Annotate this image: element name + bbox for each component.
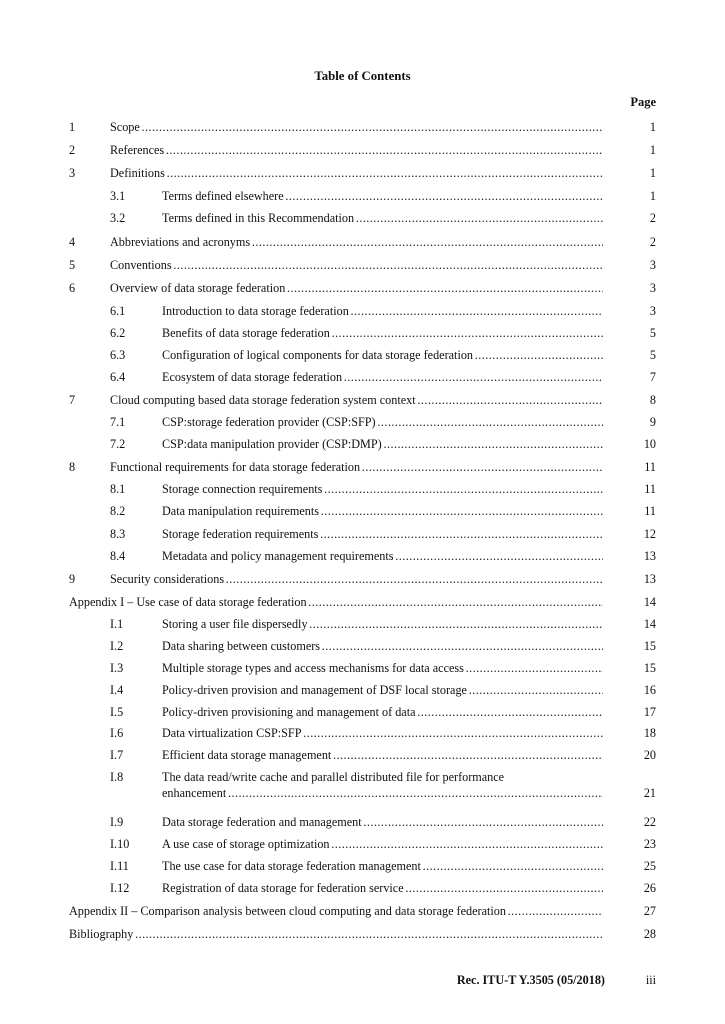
toc-entry-number: I.7 — [110, 748, 124, 762]
toc-entry-title: Scope . . . — [110, 119, 603, 135]
toc-entry-title: Multiple storage types and access mechanisms for data access . . . — [162, 660, 603, 676]
toc-entry-number: 6.1 — [110, 304, 126, 318]
toc-entry-page: 21 — [643, 786, 656, 800]
footer-page-number: iii — [645, 973, 656, 987]
toc-entry-number: 3 — [69, 166, 76, 180]
toc-entry-title: Introduction to data storage federation . . . — [162, 303, 603, 319]
toc-entry-number: 6.4 — [110, 370, 126, 384]
toc-entry-page: 14 — [643, 617, 656, 631]
toc-entry-page: 27 — [643, 904, 656, 918]
toc-entry-page: 3 — [649, 281, 656, 295]
toc-entry-number: I.8 — [110, 770, 124, 784]
toc-entry-number: I.4 — [110, 683, 124, 697]
toc-entry-page: 28 — [643, 927, 656, 941]
toc-entry-number: 6.3 — [110, 348, 126, 362]
toc-entry-page: 1 — [649, 166, 656, 180]
toc-title: Table of Contents — [314, 69, 411, 83]
toc-entry-page: 2 — [649, 211, 656, 225]
toc-entry-title: Appendix I – Use case of data storage federation . . . — [69, 594, 603, 610]
toc-entry[interactable] — [0, 594, 725, 610]
toc-entry-page: 11 — [644, 460, 656, 474]
toc-entry[interactable] — [0, 347, 725, 363]
toc-entry[interactable] — [0, 234, 725, 250]
toc-entry[interactable] — [0, 836, 725, 852]
toc-entry-title-line: The data read/write cache and parallel distributed file for performance — [162, 770, 505, 784]
toc-entry[interactable] — [0, 369, 725, 385]
toc-entry-title: A use case of storage optimization . . . — [162, 836, 603, 852]
toc-entry[interactable] — [0, 725, 725, 741]
toc-entry[interactable] — [0, 814, 725, 830]
toc-entry-number: 9 — [69, 572, 76, 586]
toc-entry-page: 26 — [643, 881, 656, 895]
toc-entry-number: 8.2 — [110, 504, 126, 518]
toc-entry-page: 13 — [643, 549, 656, 563]
toc-entry-title: Data storage federation and management . . . — [162, 814, 603, 830]
toc-entry-title: Policy-driven provisioning and management of data . . . — [162, 704, 603, 720]
toc-entry-number: 7.1 — [110, 415, 126, 429]
toc-entry-page: 5 — [649, 326, 656, 340]
toc-entry[interactable] — [0, 926, 725, 942]
toc-entry[interactable] — [0, 770, 725, 801]
toc-entry-title: Benefits of data storage federation . . . — [162, 325, 603, 341]
toc-entry[interactable] — [0, 188, 725, 204]
toc-entry-title: Terms defined in this Recommendation . . . — [162, 210, 603, 226]
toc-entry-number: I.5 — [110, 705, 124, 719]
toc-entry[interactable] — [0, 210, 725, 226]
toc-entry-page: 2 — [649, 235, 656, 249]
toc-entry-page: 12 — [643, 527, 656, 541]
toc-entry-number: 3.1 — [110, 189, 126, 203]
toc-entry[interactable] — [0, 548, 725, 564]
toc-entry-page: 11 — [644, 504, 656, 518]
toc-entry-number: 8.3 — [110, 527, 126, 541]
toc-entry-title: CSP:storage federation provider (CSP:SFP) . . . — [162, 414, 603, 430]
toc-entry-page: 18 — [643, 726, 656, 740]
toc-entry-title: Storage federation requirements . . . — [162, 526, 603, 542]
toc-entry[interactable] — [0, 858, 725, 874]
toc-entry-number: I.10 — [110, 837, 130, 851]
toc-entry-number: 8.1 — [110, 482, 126, 496]
toc-entry-page: 20 — [643, 748, 656, 762]
footer-reference: Rec. ITU-T Y.3505 (05/2018) — [456, 973, 605, 987]
toc-entry[interactable] — [0, 481, 725, 497]
toc-entry[interactable] — [0, 459, 725, 475]
toc-entry-page: 22 — [643, 815, 656, 829]
toc-entry-title: Security considerations . . . — [110, 571, 603, 587]
toc-entry[interactable] — [0, 682, 725, 698]
toc-entry[interactable] — [0, 880, 725, 896]
toc-entry-page: 3 — [649, 304, 656, 318]
toc-entry-number: 2 — [69, 143, 76, 157]
toc-entry-number: 4 — [69, 235, 76, 249]
toc-entry-title: Metadata and policy management requirements . . . — [162, 548, 603, 564]
toc-entry-page: 7 — [649, 370, 656, 384]
toc-entry[interactable] — [0, 165, 725, 181]
toc-entry-page: 1 — [649, 189, 656, 203]
toc-entry-title: Data virtualization CSP:SFP . . . — [162, 725, 603, 741]
toc-entry-title: enhancement . . . — [162, 785, 603, 801]
toc-entry-title: Configuration of logical components for data storage federation . . . — [162, 347, 603, 363]
toc-entry-title: Terms defined elsewhere . . . — [162, 188, 603, 204]
toc-entry-title: Efficient data storage management . . . — [162, 747, 603, 763]
toc-entry-page: 3 — [649, 258, 656, 272]
toc-entry-title: Abbreviations and acronyms . . . — [110, 234, 603, 250]
toc-entry[interactable] — [0, 280, 725, 296]
toc-entry-page: 13 — [643, 572, 656, 586]
toc-entry-number: I.6 — [110, 726, 124, 740]
toc-entry-number: 3.2 — [110, 211, 126, 225]
toc-entry-page: 14 — [643, 595, 656, 609]
toc-entry[interactable] — [0, 257, 725, 273]
toc-entry[interactable] — [0, 638, 725, 654]
toc-entry-title: Ecosystem of data storage federation . . . — [162, 369, 603, 385]
toc-entry[interactable] — [0, 392, 725, 408]
toc-entry-title: Bibliography . . . — [69, 926, 603, 942]
toc-entry-number: 5 — [69, 258, 76, 272]
toc-entry-title: Cloud computing based data storage federation system context . . . — [110, 392, 603, 408]
toc-entry-number: 8 — [69, 460, 76, 474]
toc-entry-number: 8.4 — [110, 549, 126, 563]
toc-entry-title: Registration of data storage for federation service . . . — [162, 880, 603, 896]
toc-entry-number: 7 — [69, 393, 76, 407]
toc-entry-title: Functional requirements for data storage federation . . . — [110, 459, 603, 475]
toc-entry-page: 5 — [649, 348, 656, 362]
toc-entry-number: I.11 — [110, 859, 129, 873]
toc-entry-page: 16 — [643, 683, 656, 697]
toc-entry-page: 10 — [643, 437, 656, 451]
toc-entry-number: 6 — [69, 281, 76, 295]
toc-entry-number: I.12 — [110, 881, 130, 895]
toc-entry-title: Conventions . . . — [110, 257, 603, 273]
toc-entry-title: Definitions . . . — [110, 165, 603, 181]
toc-entry-page: 25 — [643, 859, 656, 873]
toc-entry-number: 7.2 — [110, 437, 126, 451]
toc-entry[interactable] — [0, 526, 725, 542]
toc-entry[interactable] — [0, 503, 725, 519]
toc-entry-title: Overview of data storage federation . . . — [110, 280, 603, 296]
toc-entry[interactable] — [0, 142, 725, 158]
toc-entry-title: Storage connection requirements . . . — [162, 481, 603, 497]
page-footer — [0, 973, 725, 993]
toc-entry-number: I.9 — [110, 815, 124, 829]
toc-entry[interactable] — [0, 436, 725, 452]
toc-entry-number: 1 — [69, 120, 76, 134]
toc-entry-page: 17 — [643, 705, 656, 719]
toc-entry-title: Appendix II – Comparison analysis between cloud computing and data storage federation . . . — [69, 903, 603, 919]
toc-entry[interactable] — [0, 903, 725, 919]
toc-entry-title: Data manipulation requirements . . . — [162, 503, 603, 519]
toc-entry-page: 1 — [649, 143, 656, 157]
toc-entry[interactable] — [0, 616, 725, 632]
toc-entry-number: I.3 — [110, 661, 124, 675]
toc-entry-title: CSP:data manipulation provider (CSP:DMP) . . . — [162, 436, 603, 452]
page-column-header: Page — [630, 95, 656, 109]
toc-entry[interactable] — [0, 119, 725, 135]
toc-entry-title: Data sharing between customers . . . — [162, 638, 603, 654]
toc-entry-page: 1 — [649, 120, 656, 134]
toc-entry-page: 23 — [643, 837, 656, 851]
toc-entry-number: I.1 — [110, 617, 124, 631]
toc-entry-page: 11 — [644, 482, 656, 496]
toc-entry-page: 15 — [643, 639, 656, 653]
toc-entry-number: 6.2 — [110, 326, 126, 340]
toc-entry[interactable] — [0, 704, 725, 720]
toc-entry-title: Policy-driven provision and management of DSF local storage . . . — [162, 682, 603, 698]
toc-entry[interactable] — [0, 571, 725, 587]
toc-entry-title: The use case for data storage federation management . . . — [162, 858, 603, 874]
toc-entry[interactable] — [0, 303, 725, 319]
toc-entry[interactable] — [0, 747, 725, 763]
toc-entry[interactable] — [0, 325, 725, 341]
toc-entry[interactable] — [0, 414, 725, 430]
toc-entry-title: References . . . — [110, 142, 603, 158]
toc-entry-page: 9 — [649, 415, 656, 429]
toc-entry[interactable] — [0, 660, 725, 676]
toc-entry-page: 15 — [643, 661, 656, 675]
toc-entry-title: Storing a user file dispersedly . . . — [162, 616, 603, 632]
toc-entry-page: 8 — [649, 393, 656, 407]
toc-entry-number: I.2 — [110, 639, 124, 653]
